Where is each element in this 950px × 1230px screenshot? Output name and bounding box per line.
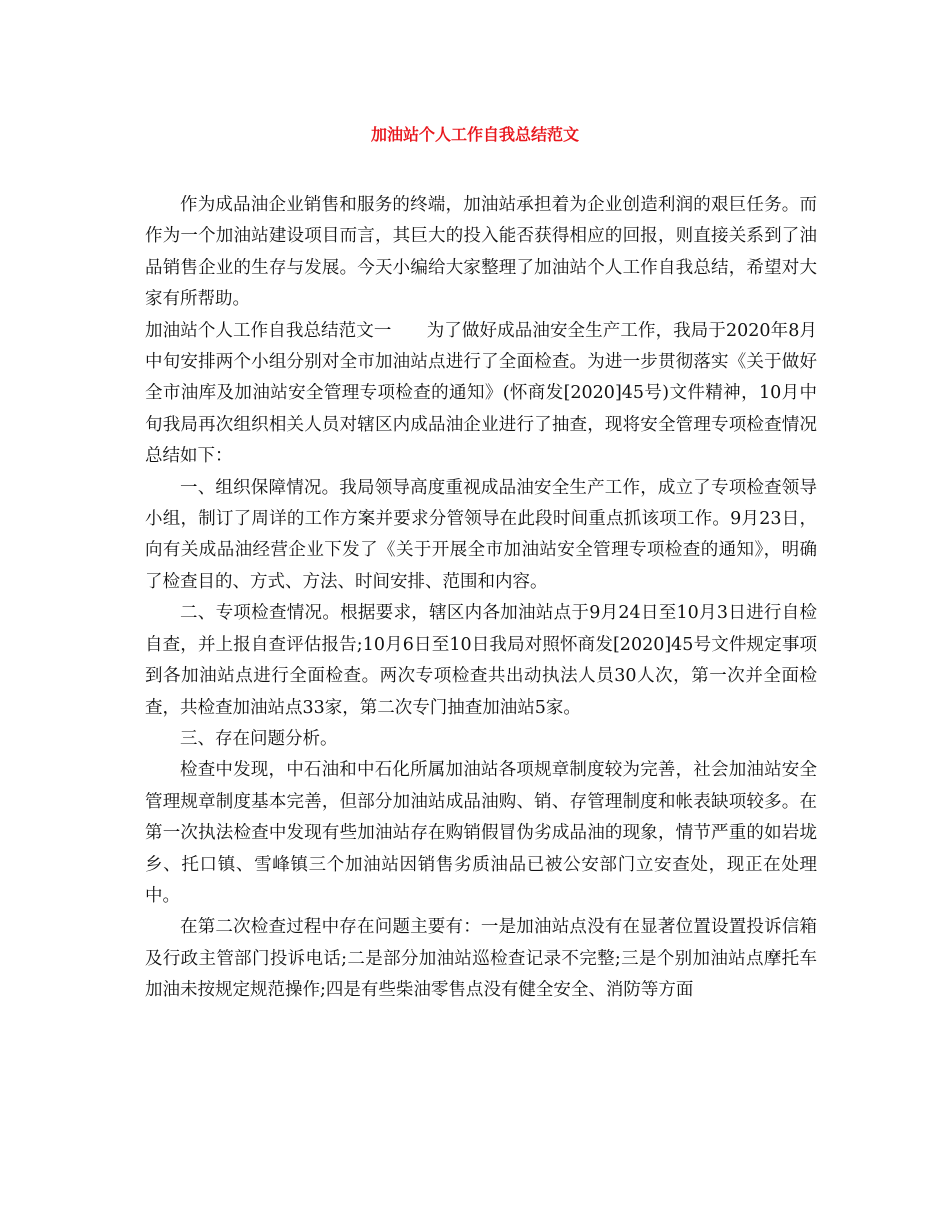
- paragraph-sample-one: 加油站个人工作自我总结范文一 为了做好成品油安全生产工作，我局于2020年8月中旬安排两个小组分别对全市加油站点进行了全面检查。为进一步贯彻落实《关于做好全市油库及加油站安全管理专项检查的通知》(怀商发[2020]45号)文件精神，10月中旬我局再次组织相关人员对辖区内成品油企业进行了抽查，现将安全管理专项检查情况总结如下：: [145, 320, 817, 467]
- paragraph-intro: 作为成品油企业销售和服务的终端，加油站承担着为企业创造利润的艰巨任务。而作为一个加油站建设项目而言，其巨大的投入能否获得相应的回报，则直接关系到了油品销售企业的生存与发展。今天小编给大家整理了加油站个人工作自我总结，希望对大家有所帮助。: [145, 195, 817, 310]
- paragraph-second-inspection: 在第二次检查过程中存在问题主要有：一是加油站点没有在显著位置设置投诉信箱及行政主管部门投诉电话;二是部分加油站巡检查记录不完整;三是个别加油站点摩托车加油未按规定规范操作;四是有些柴油零售点没有健全安全、消防等方面: [145, 917, 817, 1001]
- paragraph-inspection: 二、专项检查情况。根据要求，辖区内各加油站点于9月24日至10月3日进行自检自查，并上报自查评估报告;10月6日至10日我局对照怀商发[2020]45号文件规定事项到各加油站点进行全面检查。两次专项检查共出动执法人员30人次，第一次并全面检查，共检查加油站点33家，第二次专门抽查加油站5家。: [145, 603, 817, 718]
- paragraph-problem-heading: 三、存在问题分析。: [180, 728, 338, 749]
- paragraph-organization: 一、组织保障情况。我局领导高度重视成品油安全生产工作，成立了专项检查领导小组，制订了周详的工作方案并要求分管领导在此段时间重点抓该项工作。9月23日，向有关成品油经营企业下发了《关于开展全市加油站安全管理专项检查的通知》，明确了检查目的、方式、方法、时间安排、范围和内容。: [145, 477, 817, 592]
- paragraph-findings: 检查中发现，中石油和中石化所属加油站各项规章制度较为完善，社会加油站安全管理规章制度基本完善，但部分加油站成品油购、销、存管理制度和帐表缺项较多。在第一次执法检查中发现有些加油站存在购销假冒伪劣成品油的现象，情节严重的如岩垅乡、托口镇、雪峰镇三个加油站因销售劣质油品已被公安部门立安查处，现正在处理中。: [145, 760, 817, 906]
- document-title: 加油站个人工作自我总结范文: [370, 125, 579, 144]
- document-body: [145, 190, 817, 1007]
